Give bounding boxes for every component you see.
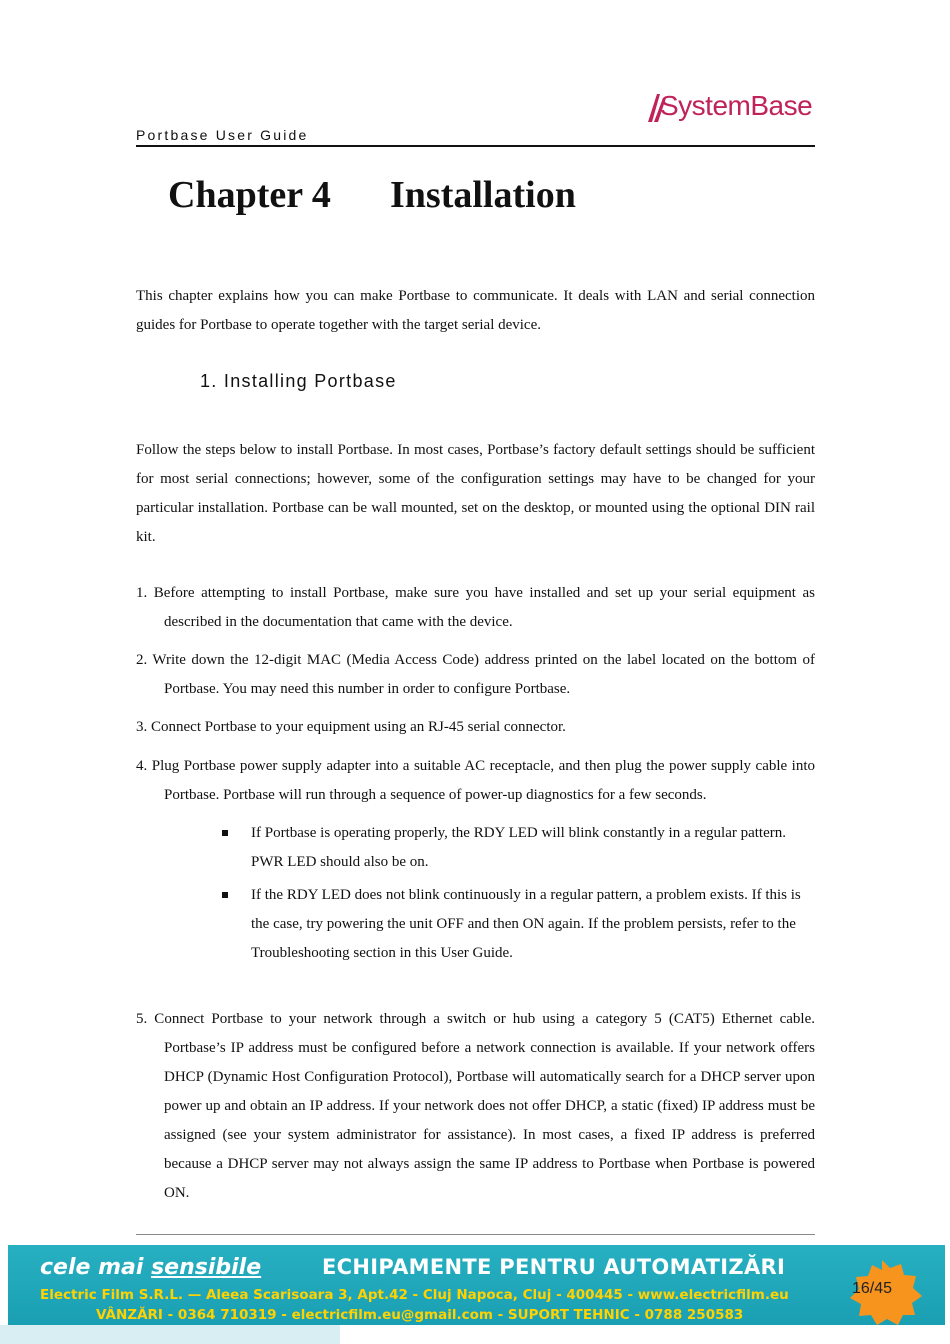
intro-paragraph: This chapter explains how you can make Portbase to communicate. It deals with LAN and serial connection guides for Portbase to operate together with the target serial device. — [136, 288, 815, 333]
step-4: 4. Plug Portbase power supply adapter into a suitable AC receptacle, and then plug the power supply cable into Portbase. Portbase will run through a sequence of power-up diagnostics for a few seconds. — [136, 758, 815, 803]
banner-address: Electric Film S.R.L. — Aleea Scarisoara 3, Apt.42 - Cluj Napoca, Cluj - 400445 - www.electricfilm.eu — [40, 1287, 789, 1303]
systembase-logo-text: SystemBase — [660, 90, 813, 121]
footer-rule — [136, 1234, 815, 1235]
bullet-text: If the RDY LED does not blink continuously in a regular pattern, a problem exists. If this is the case, try powering the unit OFF and then ON again. If the problem persists, refer to the Troubleshooting section in this User Guide. — [251, 887, 801, 961]
banner-headline: ECHIPAMENTE PENTRU AUTOMATIZĂRI — [322, 1255, 786, 1279]
bullet-square-icon — [222, 830, 228, 836]
running-title: Portbase User Guide — [136, 127, 309, 143]
section-heading: 1. Installing Portbase — [200, 371, 397, 391]
banner-slogan-emph: sensibile — [151, 1255, 262, 1280]
step-2: 2. Write down the 12-digit MAC (Media Access Code) address printed on the label located on the bottom of Portbase. You may need this number in order to configure Portbase. — [136, 652, 815, 697]
chapter-title: Installation — [390, 174, 576, 216]
banner-slogan: cele mai sensibile — [40, 1255, 262, 1280]
section-paragraph: Follow the steps below to install Portbase. In most cases, Portbase’s factory default settings should be sufficient for most serial connections; however, some of the configuration settings may have to be changed for your particular installation. Portbase can be wall mounted, set on the desktop, or mounted using the optional DIN rail kit. — [136, 442, 815, 545]
header-rule — [136, 145, 815, 147]
step-1: 1. Before attempting to install Portbase, make sure you have installed and set up your serial equipment as described in the documentation that came with the device. — [136, 585, 815, 630]
bullet-item — [222, 881, 812, 968]
bullet-text: If Portbase is operating properly, the RDY LED will blink constantly in a regular pattern. PWR LED should also be on. — [251, 825, 787, 870]
banner-contact: VÂNZĂRI - 0364 710319 - electricfilm.eu@gmail.com - SUPORT TEHNIC - 0788 250583 — [96, 1307, 744, 1323]
bullet-square-icon — [222, 892, 228, 898]
page-number: 16/45 — [851, 1280, 893, 1297]
banner-strip — [0, 1325, 340, 1344]
step-5: 5. Connect Portbase to your network through a switch or hub using a category 5 (CAT5) Ethernet cable. Portbase’s IP address must be configured before a network connection is available. If your network offers DHCP (Dynamic Host Configuration Protocol), Portbase will automatically search for a DHCP server upon power up and obtain an IP address. If your network does not offer DHCP, a static (fixed) IP address must be assigned (see your system administrator for assistance). In most cases, a fixed IP address is preferred because a DHCP server may not always assign the same IP address to Portbase when Portbase is powered ON. — [136, 1011, 815, 1201]
chapter-label: Chapter 4 — [168, 174, 331, 216]
step-3: 3. Connect Portbase to your equipment using an RJ-45 serial connector. — [136, 719, 566, 735]
bullet-item — [222, 819, 812, 877]
